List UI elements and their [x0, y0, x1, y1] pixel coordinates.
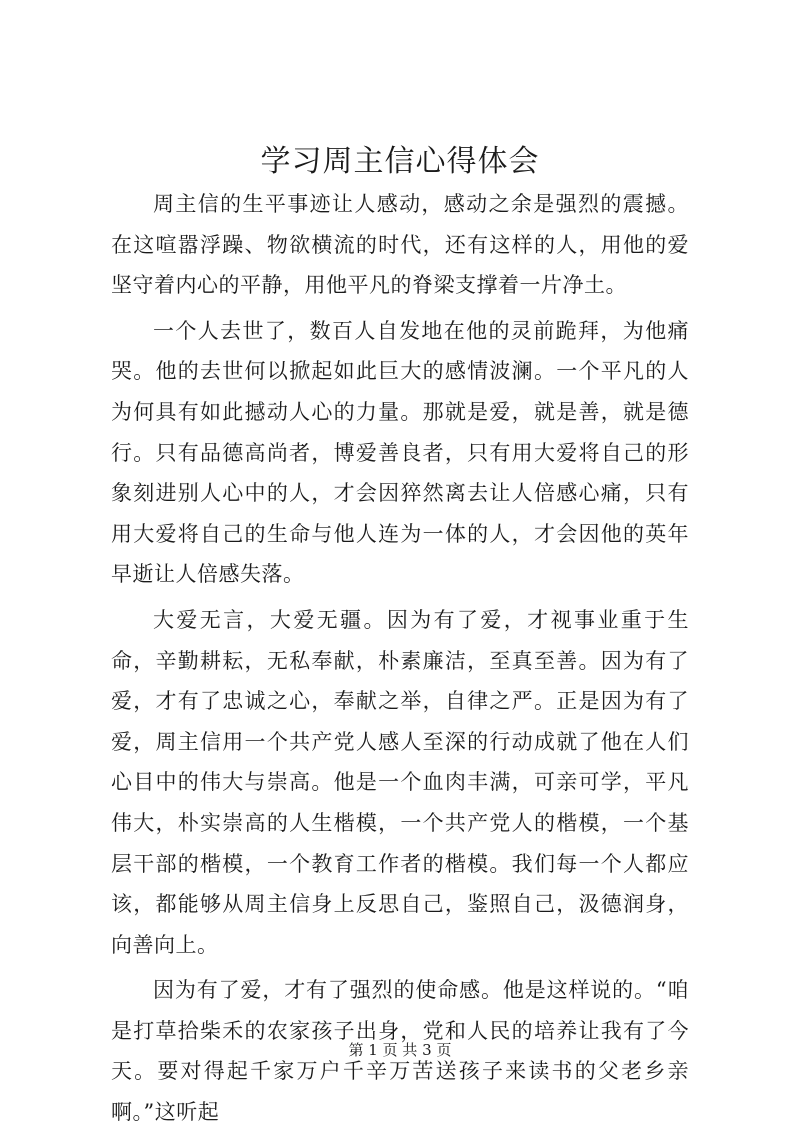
- paragraph-3: 大爱无言，大爱无疆。因为有了爱，才视事业重于生命，辛勤耕耘，无私奉献，朴素廉洁，至真至善。因为有了爱，才有了忠诚之心，奉献之举，自律之严。正是因为有了爱，周主信用一个共产党人感人至深的行动成就了他在人们心目中的伟大与崇高。他是一个血肉丰满，可亲可学，平凡伟大，朴实崇高的人生楷模，一个共产党人的楷模，一个基层干部的楷模，一个教育工作者的楷模。我们每一个人都应该，都能够从周主信身上反思自己，鉴照自己，汲德润身，向善向上。: [111, 607, 689, 957]
- paragraph-4: 因为有了爱，才有了强烈的使命感。他是这样说的。“咱是打草拾柴禾的农家孩子出身，党和人民的培养让我有了今天。要对得起千家万户千辛万苦送孩子来读书的父老乡亲啊。”这听起: [111, 978, 689, 1125]
- paragraph-1: 周主信的生平事迹让人感动，感动之余是强烈的震撼。在这喧嚣浮躁、物欲横流的时代，还有这样的人，用他的爱坚守着内心的平静，用他平凡的脊梁支撑着一片净土。: [111, 192, 689, 298]
- document-body: [111, 184, 689, 1133]
- document-title: 学习周主信心得体会: [260, 144, 540, 179]
- paragraph-2: 一个人去世了，数百人自发地在他的灵前跪拜，为他痛哭。他的去世何以掀起如此巨大的感情波澜。一个平凡的人为何具有如此撼动人心的力量。那就是爱，就是善，就是德行。只有品德高尚者，博爱善良者，只有用大爱将自己的形象刻进别人心中的人，才会因猝然离去让人倍感心痛，只有用大爱将自己的生命与他人连为一体的人，才会因他的英年早逝让人倍感失落。: [111, 318, 689, 587]
- page-footer: 第 1 页 共 3 页: [348, 1041, 452, 1059]
